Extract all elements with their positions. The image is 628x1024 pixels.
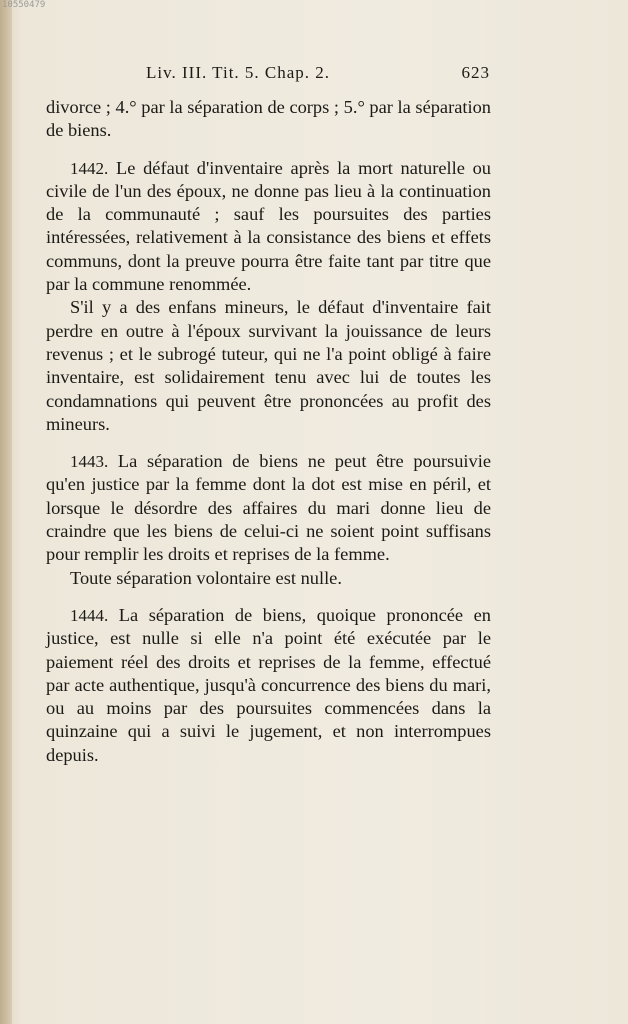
book-spine-edge	[0, 0, 12, 1024]
article-number: 1443.	[70, 452, 109, 472]
article-1442	[46, 157, 491, 297]
article-1442-second-paragraph	[46, 296, 491, 436]
paragraph-text: Toute séparation volontaire est nulle.	[70, 567, 342, 588]
article-1444	[46, 604, 491, 767]
article-1443-second-paragraph	[46, 567, 491, 590]
paragraph-continuation	[46, 96, 491, 143]
body-text	[46, 96, 491, 767]
paragraph-text: divorce ; 4.° par la séparation de corps ; 5.° par la séparation de biens.	[46, 97, 491, 141]
article-text: La séparation de biens, quoique prononcée en justice, est nulle si elle n'a point été exécutée par le paiement réel des droits et reprises de la femme, effectué par acte authentique, jusqu'à concurrence des biens du mari, ou au moins par des poursuites commencées dans la quinzaine qui a suivi le jugement, et non interrompues depuis.	[46, 604, 491, 765]
running-head	[146, 63, 490, 83]
page-number: 623	[461, 63, 490, 82]
article-number: 1444.	[70, 605, 109, 625]
catalog-number: 10550479	[2, 0, 46, 10]
article-number: 1442.	[70, 158, 109, 178]
article-text: Le défaut d'inventaire après la mort naturelle ou civile de l'un des époux, ne donne pas lieu à la continuation de la communauté ; sauf les poursuites des parties intéressées, relativement à la consistance des biens et effets communs, dont la preuve pourra être faite tant par titre que par la commune renommée.	[46, 157, 491, 295]
paragraph-text: S'il y a des enfans mineurs, le défaut d'inventaire fait perdre en outre à l'époux survivant la jouissance de leurs revenus ; et le subrogé tuteur, qui ne l'a point obligé à faire inventaire, est solidairement tenu avec lui de toutes les condamnations qui peuvent être prononcées au profit des mineurs.	[46, 297, 491, 434]
running-head-title: Liv. III. Tit. 5. Chap. 2.	[146, 63, 331, 82]
article-1443	[46, 450, 491, 566]
article-text: La séparation de biens ne peut être poursuivie qu'en justice par la femme dont la dot est mise en péril, et lorsque le désordre des affaires du mari donne lieu de craindre que les biens de celui-ci ne soient point suffisans pour remplir les droits et reprises de la femme.	[46, 451, 491, 565]
